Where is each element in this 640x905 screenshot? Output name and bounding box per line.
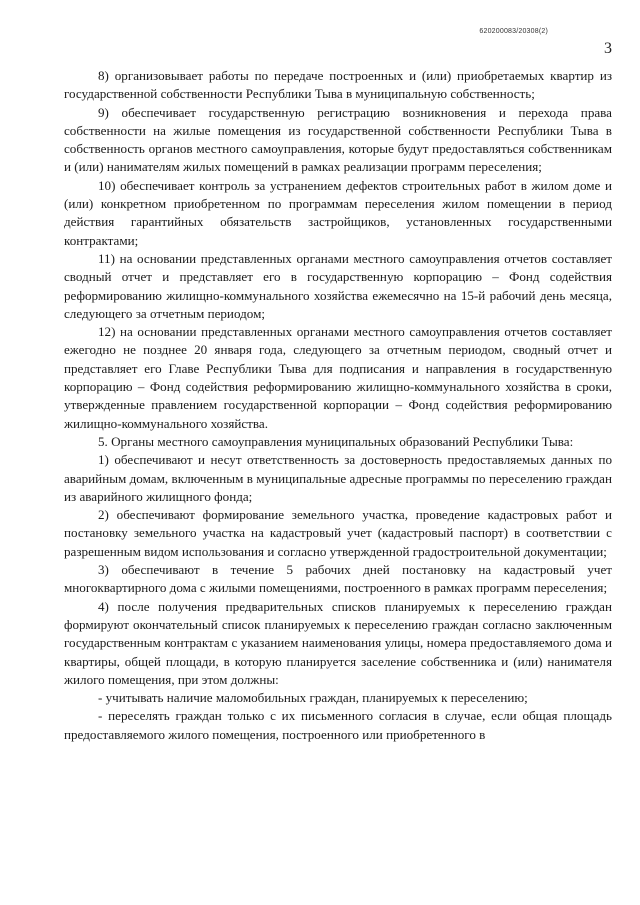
document-id: 620200083/20308(2) xyxy=(479,28,548,35)
paragraph-item-9: 9) обеспечивает государственную регистрацию возникновения и перехода права собственности на жилые помещения из государственной собственности Республики Тыва в собственность органов местного самоуправления, которые будут предоставляться собственникам и (или) нанимателям жилых помещений в рамках реализации программ переселения; xyxy=(64,104,612,175)
paragraph-item-8: 8) организовывает работы по передаче построенных и (или) приобретаемых квартир из государственной собственности Республики Тыва в муниципальную собственность; xyxy=(64,68,612,102)
section-5-heading: 5. Органы местного самоуправления муниципальных образований Республики Тыва: xyxy=(98,433,574,449)
paragraph-5-item-2: 2) обеспечивают формирование земельного участка, проведение кадастровых работ и постановку земельного участка на кадастровый учет (кадастровый паспорт) в соответствии с разрешенным видом использования и согласно утвержденной градостроительной документации; xyxy=(64,507,612,559)
paragraph-5-item-3: 3) обеспечивают в течение 5 рабочих дней постановку на кадастровый учет многоквартирного дома с жилыми помещениями, построенного в рамках программ переселения; xyxy=(64,562,612,596)
bullet-item: - учитывать наличие маломобильных граждан, планируемых к переселению; xyxy=(98,690,528,706)
document-body xyxy=(64,67,612,744)
paragraph-5-item-1: 1) обеспечивают и несут ответственность за достоверность предоставляемых данных по аварийным домам, включенным в муниципальные адресные программы по переселению граждан из аварийного жилищного фонда; xyxy=(64,452,612,504)
paragraph-5-item-4: 4) после получения предварительных списков планируемых к переселению граждан формируют окончательный список планируемых к переселению граждан согласно заключенным государственным контрактам с указанием наименования улицы, номера предоставляемого дома и квартиры, общей площади, в которую планируется заселение собственника и (или) нанимателя жилого помещения, при этом должны: xyxy=(64,598,612,687)
bullet-item: - переселять граждан только с их письменного согласия в случае, если общая площадь предоставляемого жилого помещения, построенного или приобретенного в xyxy=(64,708,612,742)
page-number: 3 xyxy=(604,40,612,57)
paragraph-item-12: 12) на основании представленных органами местного самоуправления отчетов составляет ежегодно не позднее 20 января года, следующего за отчетным периодом, сводный отчет и представляет его Главе Республики Тыва для подписания и направления в государственную корпорацию – Фонд содействия реформированию жилищно-коммунального хозяйства в сроки, утвержденные правлением государственной корпорации – Фонд содействия реформированию жилищно-коммунального хозяйства. xyxy=(64,324,612,431)
paragraph-item-11: 11) на основании представленных органами местного самоуправления отчетов составляет сводный отчет и представляет его в государственную корпорацию – Фонд содействия реформированию жилищно-коммунального хозяйства ежемесячно на 15-й рабочий день месяца, следующего за отчетным периодом; xyxy=(64,250,612,321)
paragraph-item-10: 10) обеспечивает контроль за устранением дефектов строительных работ в жилом доме и (или) конкретном приобретенном по программам переселения жилом помещении в период действия гарантийных обязательств застройщиков, установленных государственными контрактами; xyxy=(64,177,612,248)
